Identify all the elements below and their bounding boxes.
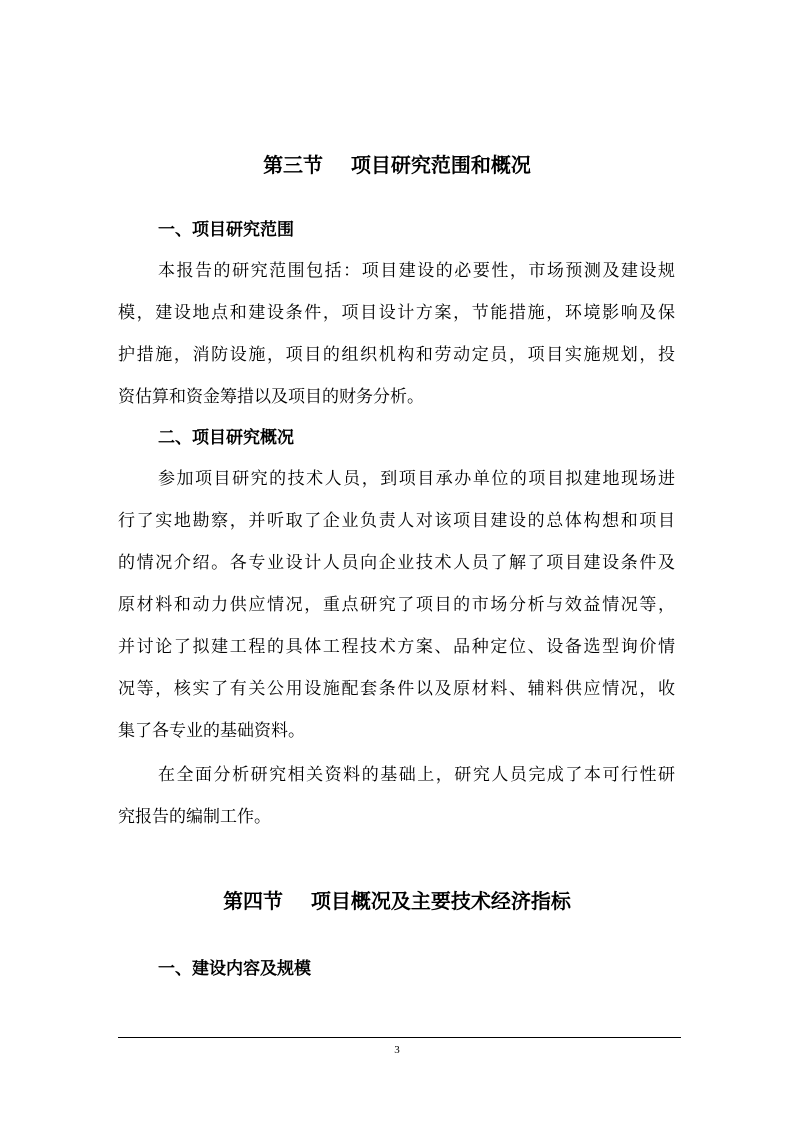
paragraph-line: 参加项目研究的技术人员，到项目承办单位的项目拟建地现场进	[158, 469, 675, 489]
paragraph-line: 集了各专业的基础资料。	[118, 721, 305, 741]
paragraph-line: 的情况介绍。各专业设计人员向企业技术人员了解了项目建设条件及	[118, 553, 675, 573]
paragraph-line: 模，建设地点和建设条件，项目设计方案，节能措施，环境影响及保	[118, 303, 675, 323]
paragraph-line: 况等，核实了有关公用设施配套条件以及原材料、辅料供应情况，收	[118, 679, 675, 699]
paragraph-line: 护措施，消防设施，项目的组织机构和劳动定员，项目实施规划，投	[118, 345, 675, 365]
heading-construction-scale: 一、建设内容及规模	[158, 959, 311, 979]
paragraph-line: 行了实地勘察，并听取了企业负责人对该项目建设的总体构想和项目	[118, 511, 675, 531]
paragraph-line: 本报告的研究范围包括：项目建设的必要性，市场预测及建设规	[158, 261, 675, 281]
paragraph-line: 在全面分析研究相关资料的基础上，研究人员完成了本可行性研	[158, 765, 675, 785]
section-3-title: 第三节 项目研究范围和概况	[263, 153, 531, 177]
page-number: 3	[394, 1044, 400, 1056]
paragraph-line: 资估算和资金筹措以及项目的财务分析。	[118, 387, 424, 407]
footer-divider	[118, 1037, 681, 1038]
paragraph-line: 究报告的编制工作。	[118, 807, 271, 827]
section-4-title: 第四节 项目概况及主要技术经济指标	[223, 889, 571, 913]
heading-research-overview: 二、项目研究概况	[158, 428, 294, 448]
paragraph-line: 并讨论了拟建工程的具体工程技术方案、品种定位、设备选型询价情	[118, 637, 675, 657]
heading-research-scope: 一、项目研究范围	[158, 220, 294, 240]
paragraph-line: 原材料和动力供应情况，重点研究了项目的市场分析与效益情况等，	[118, 595, 675, 615]
